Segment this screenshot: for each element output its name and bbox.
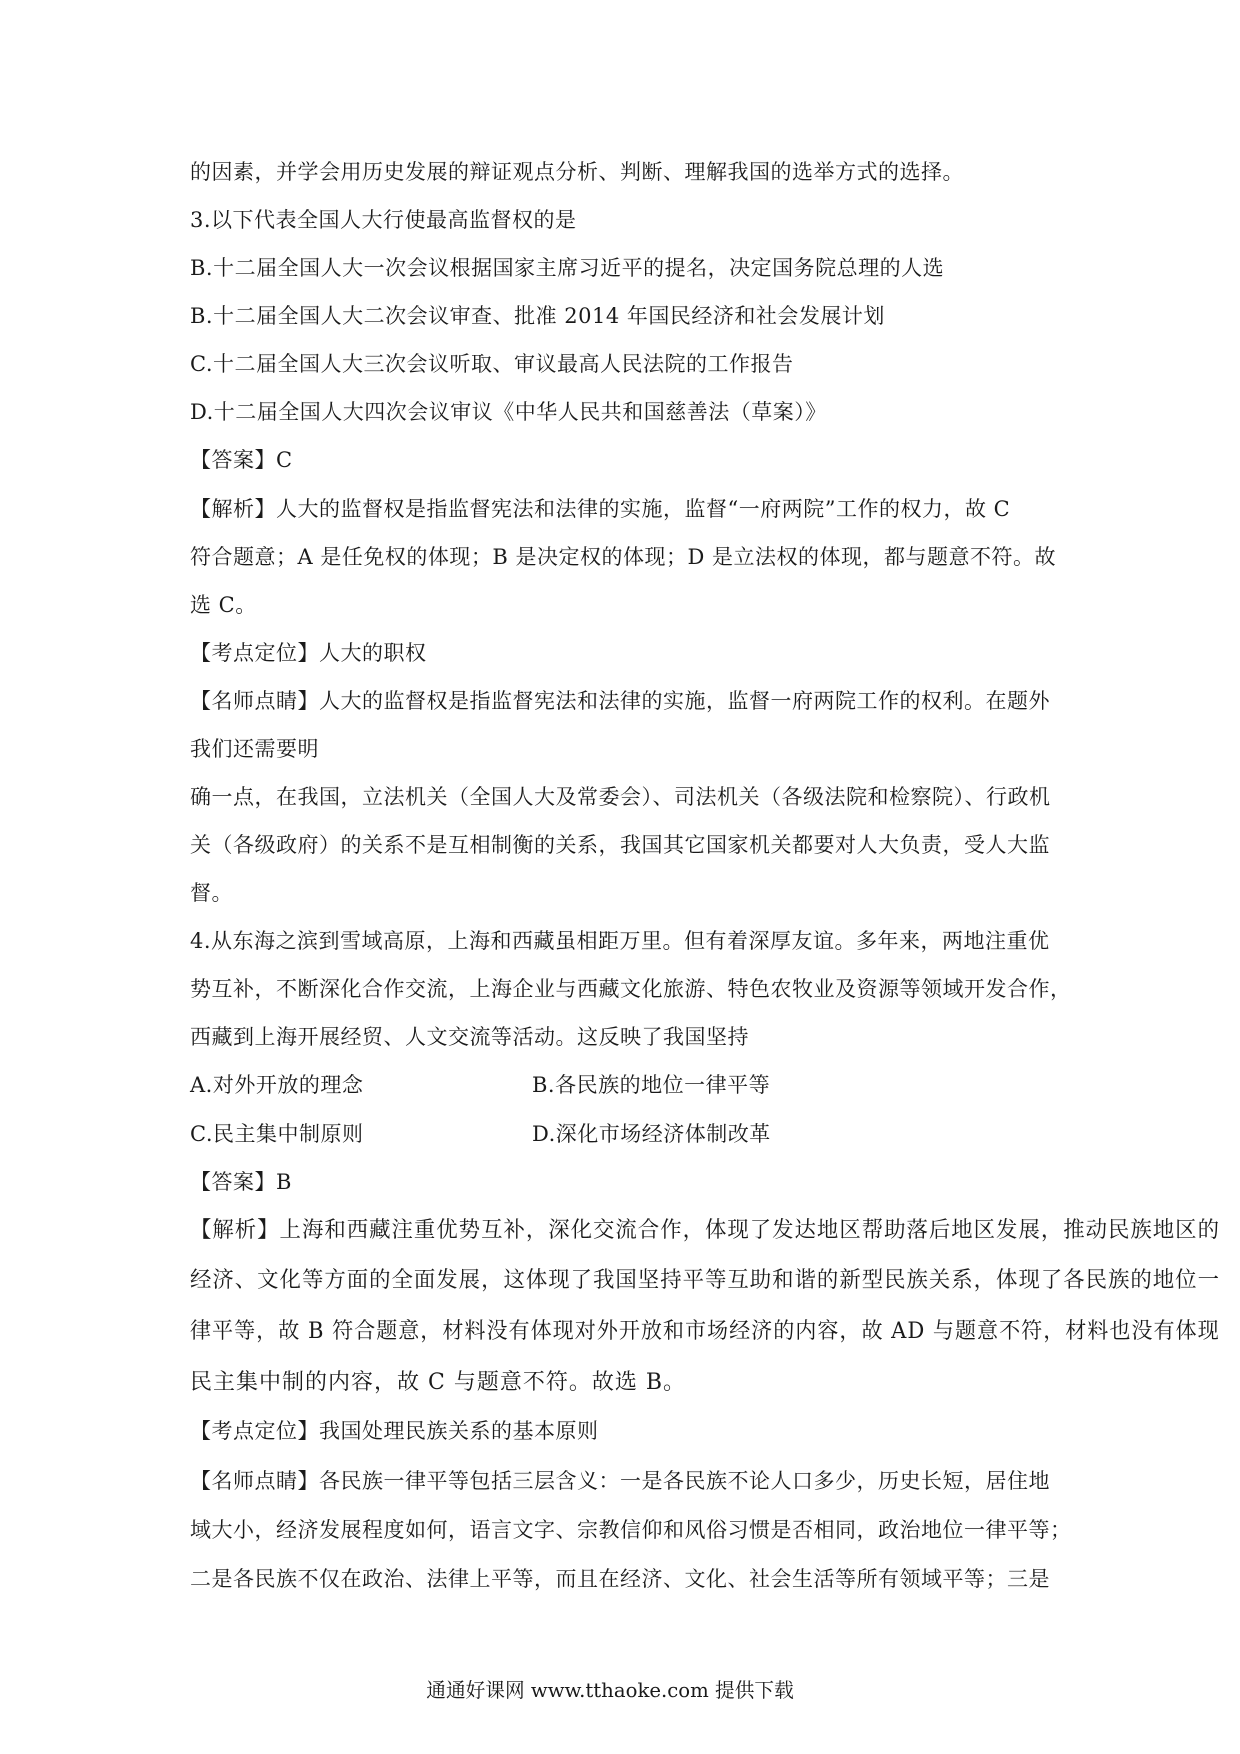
analysis-line: 民主集中制的内容，故 C 与题意不符。故选 B。 [190, 1370, 686, 1395]
question-3-stem: 3.以下代表全国人大行使最高监督权的是 [190, 208, 577, 232]
key-point-line: 【考点定位】人大的职权 [190, 641, 427, 665]
question-4-option-c: C.民主集中制原则 [190, 1122, 364, 1146]
analysis-line: 律平等，故 B 符合题意，材料没有体现对外开放和市场经济的内容，故 AD 与题意不符，材料也没有体现 [190, 1319, 1220, 1344]
question-3-option: D.十二届全国人大四次会议审议《中华人民共和国慈善法（草案）》 [190, 400, 827, 424]
teacher-note-line: 二是各民族不仅在政治、法律上平等，而且在经济、文化、社会生活等所有领域平等；三是 [190, 1567, 1050, 1591]
question-4-stem: 西藏到上海开展经贸、人文交流等活动。这反映了我国坚持 [190, 1025, 749, 1049]
text-line: 的因素，并学会用历史发展的辩证观点分析、判断、理解我国的选举方式的选择。 [190, 160, 964, 184]
question-3-option: C.十二届全国人大三次会议听取、审议最高人民法院的工作报告 [190, 352, 794, 376]
key-point-line: 【考点定位】我国处理民族关系的基本原则 [190, 1419, 599, 1443]
analysis-line: 【解析】上海和西藏注重优势互补，深化交流合作，体现了发达地区帮助落后地区发展，推动民族地区的 [190, 1218, 1220, 1243]
analysis-line: 经济、文化等方面的全面发展，这体现了我国坚持平等互助和谐的新型民族关系，体现了各民族的地位一 [190, 1268, 1220, 1293]
question-4-stem: 4.从东海之滨到雪域高原，上海和西藏虽相距万里。但有着深厚友谊。多年来，两地注重优 [190, 929, 1050, 953]
answer-label: 【答案】B [190, 1170, 292, 1194]
question-3-option: B.十二届全国人大二次会议审查、批准 2014 年国民经济和社会发展计划 [190, 304, 885, 328]
page-footer: 通通好课网 www.tthaoke.com 提供下载 [426, 1678, 794, 1702]
analysis-line: 选 C。 [190, 593, 257, 617]
question-4-stem: 势互补，不断深化合作交流，上海企业与西藏文化旅游、特色农牧业及资源等领域开发合作， [190, 977, 1072, 1001]
question-3-option: B.十二届全国人大一次会议根据国家主席习近平的提名，决定国务院总理的人选 [190, 256, 945, 280]
teacher-note-line: 督。 [190, 881, 233, 905]
teacher-note-line: 我们还需要明 [190, 737, 319, 761]
question-4-option-d: D.深化市场经济体制改革 [532, 1122, 771, 1146]
teacher-note-line: 【名师点睛】各民族一律平等包括三层含义：一是各民族不论人口多少，历史长短，居住地 [190, 1469, 1050, 1493]
question-4-option-a: A.对外开放的理念 [190, 1073, 364, 1097]
answer-label: 【答案】C [190, 448, 293, 472]
teacher-note-line: 关（各级政府）的关系不是互相制衡的关系，我国其它国家机关都要对人大负责，受人大监 [190, 833, 1050, 857]
analysis-line: 【解析】人大的监督权是指监督宪法和法律的实施，监督“一府两院”工作的权力，故 C [190, 497, 1011, 521]
teacher-note-line: 确一点，在我国，立法机关（全国人大及常委会）、司法机关（各级法院和检察院）、行政机 [190, 785, 1051, 809]
analysis-line: 符合题意；A 是任免权的体现；B 是决定权的体现；D 是立法权的体现，都与题意不符。故 [190, 545, 1056, 569]
teacher-note-line: 【名师点睛】人大的监督权是指监督宪法和法律的实施，监督一府两院工作的权利。在题外 [190, 689, 1050, 713]
question-4-option-b: B.各民族的地位一律平等 [532, 1073, 771, 1097]
teacher-note-line: 域大小，经济发展程度如何，语言文字、宗教信仰和风俗习惯是否相同，政治地位一律平等； [190, 1518, 1072, 1542]
